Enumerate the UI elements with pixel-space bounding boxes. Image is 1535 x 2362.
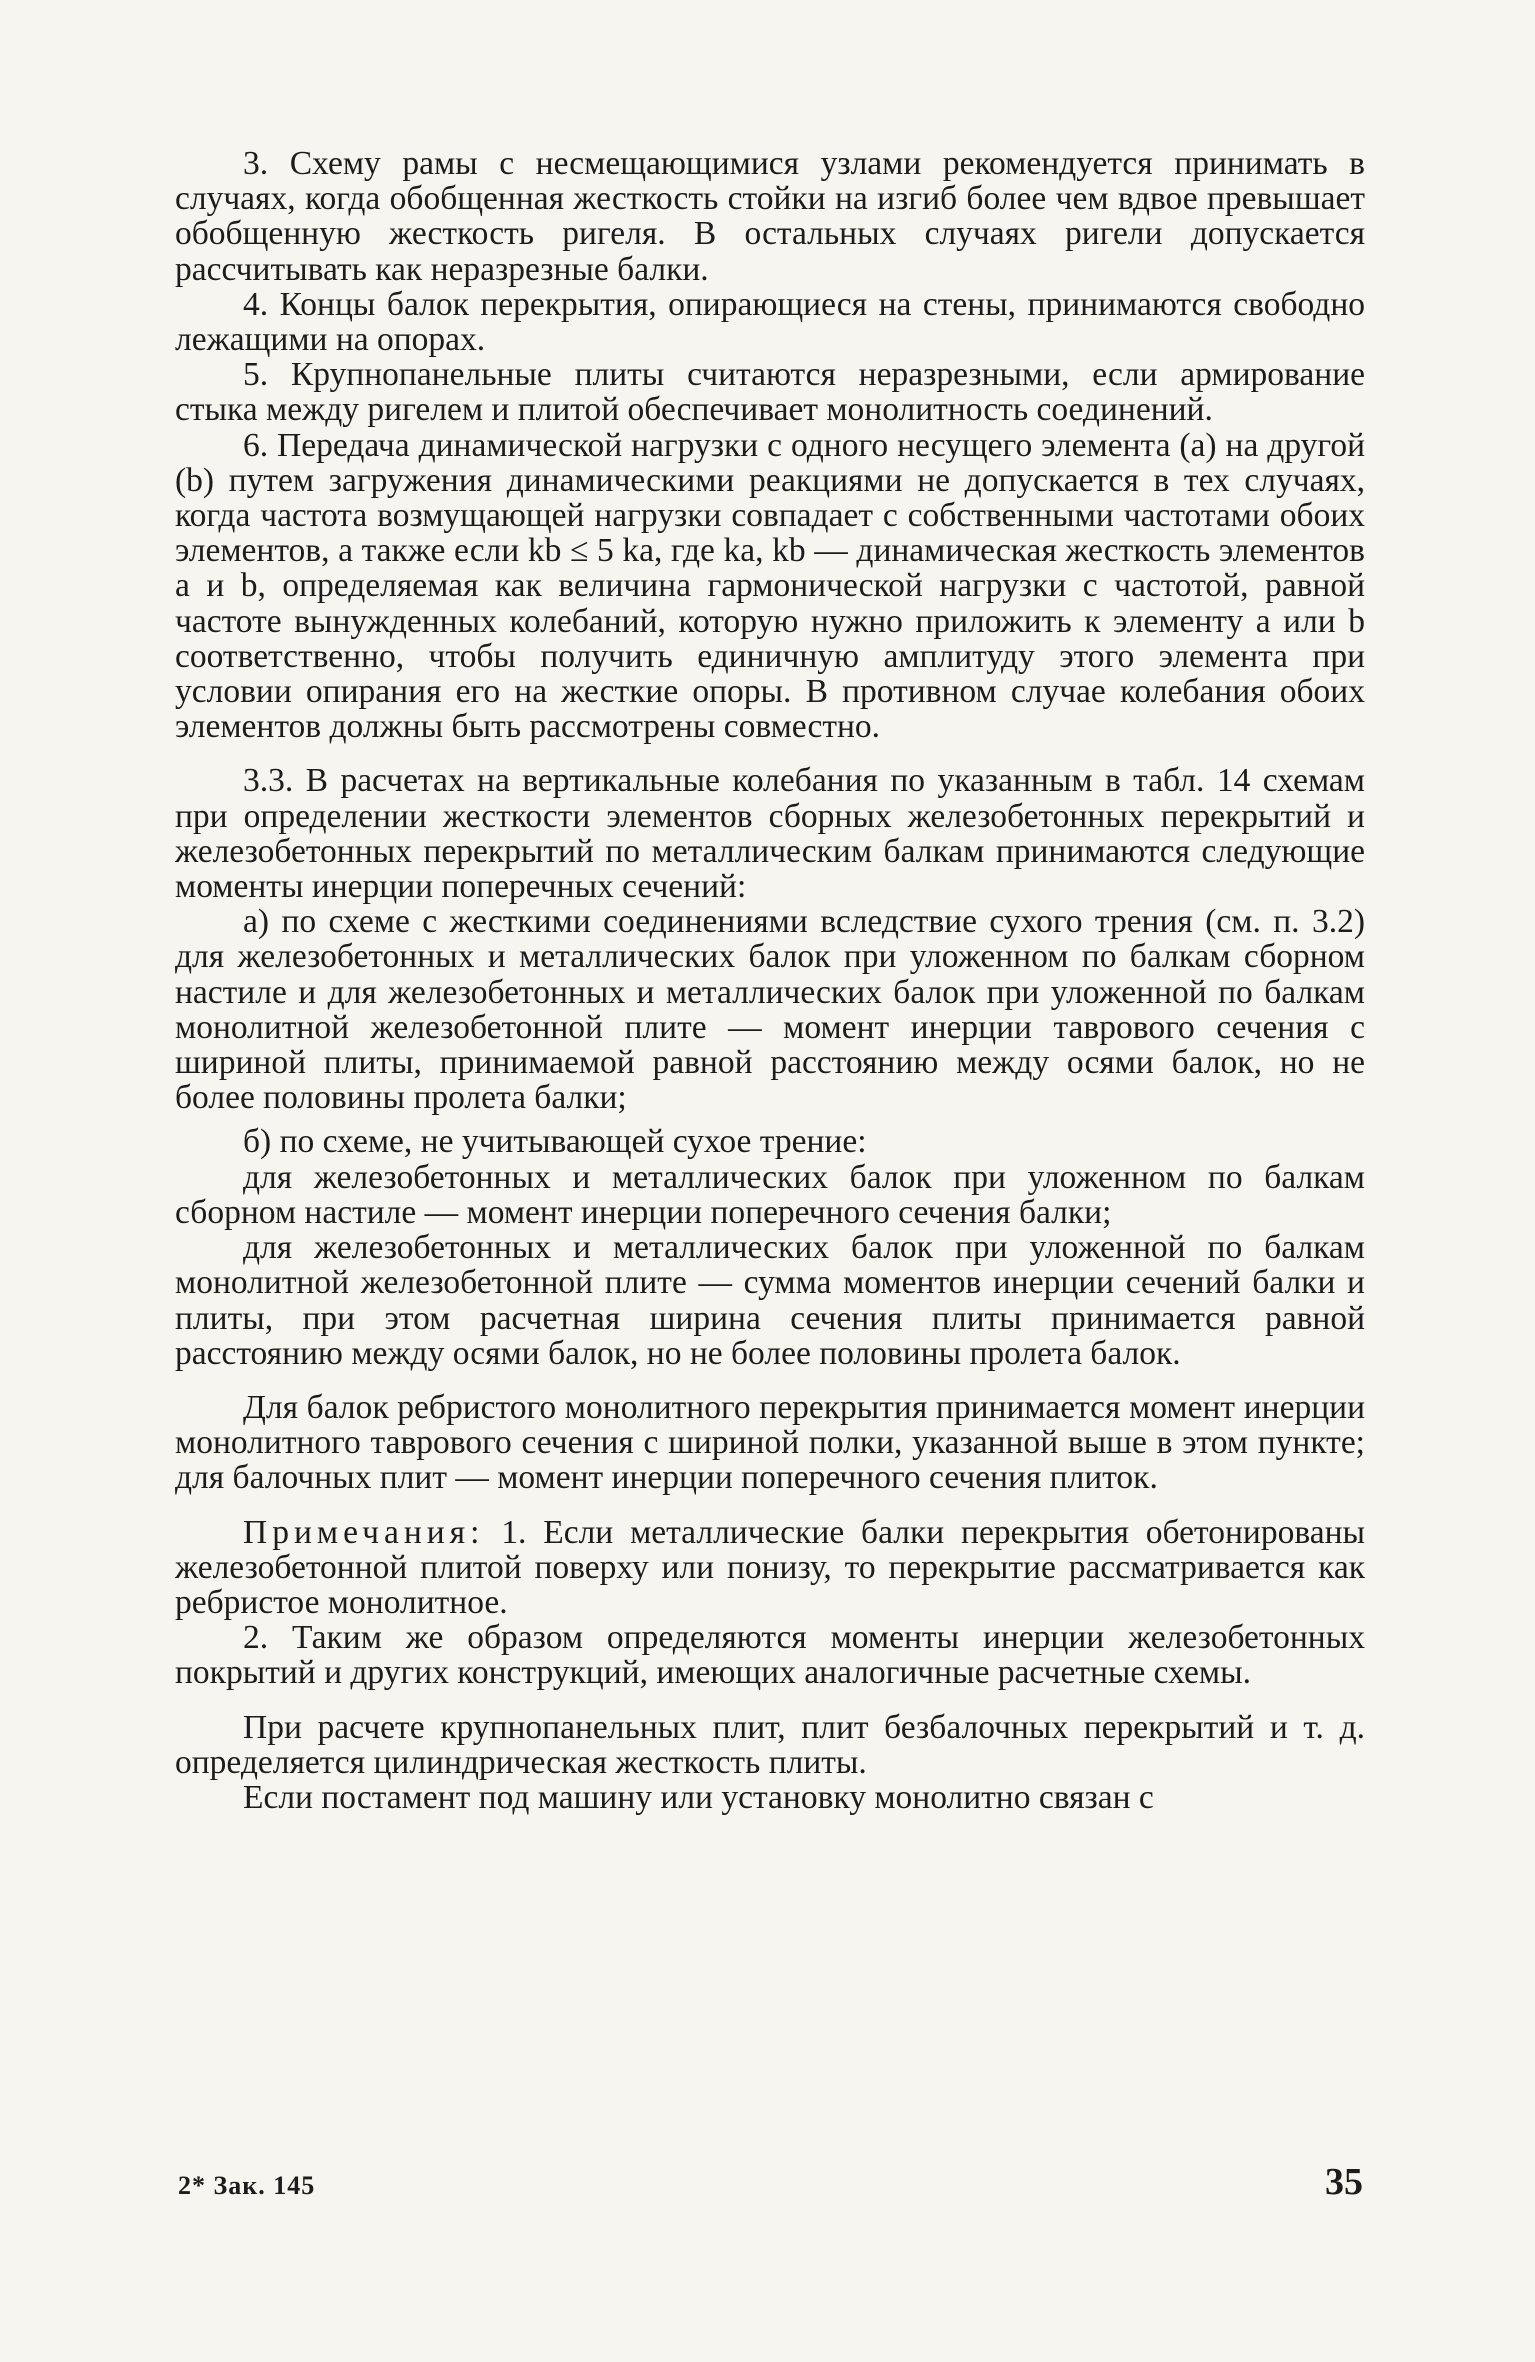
paragraph-item-b-1: для железобетонных и металлических балок при уложенном по балкам сборном настиле — момент инерции поперечного сечения балки;	[175, 1158, 1365, 1231]
paragraph-note-1	[175, 1515, 1365, 1621]
paragraph-last: Если постамент под машину или установку монолитно связан с	[243, 1778, 1154, 1816]
page-number: 35	[1325, 2161, 1363, 2203]
page-footer	[178, 2160, 1363, 2204]
body-text	[175, 146, 1365, 1815]
paragraph-panels: При расчете крупнопанельных плит, плит безбалочных перекрытий и т. д. определяется цилиндрическая жесткость плиты.	[175, 1708, 1365, 1781]
notes-label: Примечания:	[243, 1513, 485, 1551]
paragraph-item-3: 3. Схему рамы с несмещающимися узлами рекомендуется принимать в случаях, когда обобщенная жесткость стойки на изгиб более чем вдвое превышает обобщенную жесткость ригеля. В остальных случаях ригели допускается рассчитывать как неразрезные балки.	[175, 145, 1365, 288]
paragraph-item-a: а) по схеме с жесткими соединениями вследствие сухого трения (см. п. 3.2) для железобетонных и металлических балок при уложенном по балкам сборном настиле и для железобетонных и металлических балок при уложенной по балкам монолитной железобетонной плите — момент инерции таврового сечения с шириной плиты, принимаемой равной расстоянию между осями балок, но не более половины пролета балки;	[175, 903, 1365, 1117]
paragraph-ribbed-slab: Для балок ребристого монолитного перекрытия принимается момент инерции монолитного таврового сечения с шириной полки, указанной выше в этом пункте; для балочных плит — момент инерции поперечного сечения плиток.	[175, 1388, 1365, 1497]
paragraph-item-b: б) по схеме, не учитывающей сухое трение:	[243, 1123, 867, 1161]
paragraph-item-5: 5. Крупнопанельные плиты считаются неразрезными, если армирование стыка между ригелем и плитой обеспечивает монолитность соединений.	[175, 356, 1365, 429]
paragraph-item-6: 6. Передача динамической нагрузки с одного несущего элемента (a) на другой (b) путем загружения динамическими реакциями не допускается в тех случаях, когда частота возмущающей нагрузки совпадает с собственными частотами обоих элементов, а также если kb ≤ 5 ka, где ka, kb — динамическая жесткость элементов a и b, определяемая как величина гармонической нагрузки с частотой, равной частоте вынужденных колебаний, которую нужно приложить к элементу a или b соответственно, чтобы получить единичную амплитуду этого элемента при условии опирания его на жесткие опоры. В противном случае колебания обоих элементов должны быть рассмотрены совместно.	[175, 426, 1365, 746]
order-number: 2* Зак. 145	[178, 2171, 316, 2200]
paragraph-note-2: 2. Таким же образом определяются моменты инерции железобетонных покрытий и других конструкций, имеющих аналогичные расчетные схемы.	[175, 1619, 1365, 1692]
paragraph-section-3-3: 3.3. В расчетах на вертикальные колебания по указанным в табл. 14 схемам при определении жесткости элементов сборных железобетонных перекрытий и железобетонных перекрытий по металлическим балкам принимаются следующие моменты инерции поперечных сечений:	[175, 762, 1365, 906]
note-1-text: 1. Если металлические балки перекрытия обетонированы железобетонной плитой поверху или понизу, то перекрытие рассматривается как ребристое монолитное.	[175, 1513, 1366, 1621]
paragraph-item-4: 4. Концы балок перекрытия, опирающиеся на стены, принимаются свободно лежащими на опорах.	[175, 285, 1365, 359]
paragraph-item-b-2: для железобетонных и металлических балок при уложенной по балкам монолитной железобетонной плите — сумма моментов инерции сечений балки и плиты, при этом расчетная ширина сечения плиты принимается равной расстоянию между осями балок, но не более половины пролета балок.	[175, 1229, 1365, 1372]
